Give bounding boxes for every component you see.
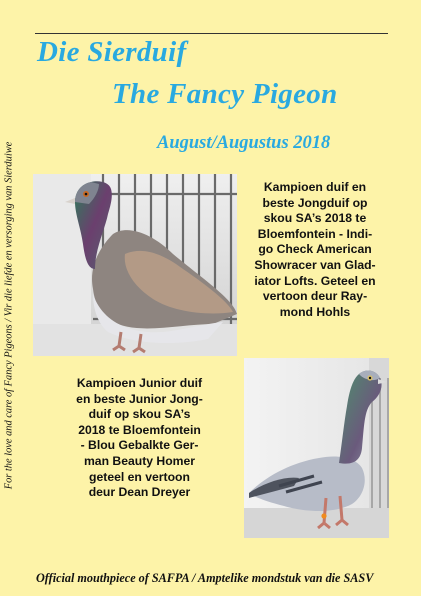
- issue-date: August/Augustus 2018: [157, 133, 331, 153]
- caption-line: Kampioen Junior duif: [76, 376, 203, 390]
- masthead-title-afrikaans: Die Sierduif: [37, 36, 187, 68]
- caption-line: mond Hohls: [279, 304, 351, 319]
- caption-line: vertoon deur Ray-: [262, 289, 368, 304]
- caption-line: duif op skou SA’s: [88, 407, 191, 422]
- caption-line: 2018 te Bloemfontein: [78, 422, 201, 437]
- caption-line: iator Lofts. Geteel en: [254, 273, 376, 288]
- caption-line: Showracer van Glad-: [254, 257, 376, 272]
- header-rule: [35, 33, 388, 34]
- caption-line: - Blou Gebalkte Ger-: [80, 438, 199, 453]
- caption-line: go Check American: [258, 242, 372, 257]
- pigeon-photo-german-beauty-homer: [244, 358, 389, 538]
- caption-line: man Beauty Homer: [83, 453, 196, 468]
- caption-line: Bloemfontein - Indi-: [257, 226, 373, 241]
- side-tagline: For the love and care of Fancy Pigeons / Vir die liefde en versorging van Sierduiwe: [3, 141, 15, 489]
- caption-line: skou SA’s 2018 te: [263, 211, 367, 226]
- side-tagline-container: [0, 60, 24, 570]
- caption-line: geteel en vertoon: [89, 469, 190, 484]
- pigeon-photo-showracer: [33, 174, 237, 356]
- caption-line: deur Dean Dreyer: [88, 485, 191, 500]
- footer-mouthpiece: Official mouthpiece of SAFPA / Amptelike mondstuk van die SASV: [36, 571, 374, 585]
- caption-line: en beste Junior Jong-: [76, 391, 203, 406]
- feature-2-caption: [38, 376, 241, 501]
- masthead-title-english: The Fancy Pigeon: [112, 78, 338, 110]
- feature-1-caption: [240, 180, 390, 320]
- caption-line: Kampioen duif en: [263, 180, 367, 194]
- caption-line: beste Jongduif op: [262, 195, 368, 210]
